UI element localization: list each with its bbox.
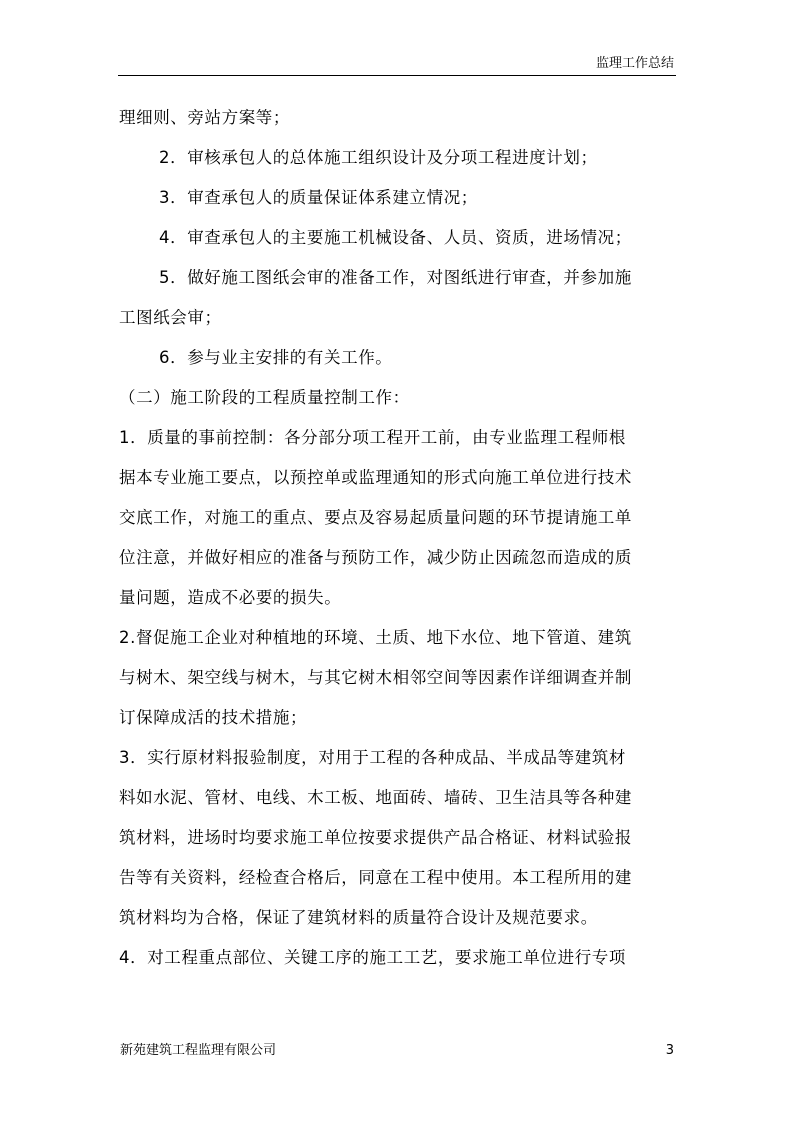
text-line: 料如水泥、管材、电线、木工板、地面砖、墙砖、卫生洁具等各种建 [119, 788, 632, 807]
text-line: 订保障成活的技术措施； [119, 708, 308, 727]
text-line: 告等有关资料，经检查合格后，同意在工程中使用。本工程所用的建 [119, 868, 632, 887]
section-heading: （二）施工阶段的工程质量控制工作： [119, 388, 410, 407]
text-line: 量问题，造成不必要的损失。 [119, 588, 342, 607]
text-line: 1．质量的事前控制：各分部分项工程开工前，由专业监理工程师根 [119, 428, 626, 447]
list-item-5: 5．做好施工图纸会审的准备工作，对图纸进行审查，并参加施 [159, 268, 632, 287]
list-item-6: 6．参与业主安排的有关工作。 [159, 348, 393, 367]
list-item-4: 4．审查承包人的主要施工机械设备、人员、资质，进场情况； [159, 228, 632, 247]
list-item-2: 2．审核承包人的总体施工组织设计及分项工程进度计划； [159, 148, 598, 167]
text-line: 工图纸会审； [119, 308, 222, 327]
document-body [119, 98, 679, 978]
text-line: 筑材料均为合格，保证了建筑材料的质量符合设计及规范要求。 [119, 908, 598, 927]
text-line: 与树木、架空线与树木，与其它树木相邻空间等因素作详细调查并制 [119, 668, 632, 687]
text-line: 理细则、旁站方案等； [119, 108, 290, 127]
text-line: 3．实行原材料报验制度，对用于工程的各种成品、半成品等建筑材 [119, 748, 626, 767]
list-item-3: 3．审查承包人的质量保证体系建立情况； [159, 188, 478, 207]
header-rule [118, 75, 676, 76]
footer-company: 新苑建筑工程监理有限公司 [120, 1043, 277, 1058]
page-number: 3 [665, 1043, 674, 1058]
text-line: 2.督促施工企业对种植地的环境、土质、地下水位、地下管道、建筑 [119, 628, 632, 647]
text-line: 据本专业施工要点，以预控单或监理通知的形式向施工单位进行技术 [119, 468, 632, 487]
text-line: 位注意，并做好相应的准备与预防工作，减少防止因疏忽而造成的质 [119, 548, 632, 567]
text-line: 交底工作，对施工的重点、要点及容易起质量问题的环节提请施工单 [119, 508, 632, 527]
page-header-title: 监理工作总结 [595, 56, 674, 71]
text-line: 4．对工程重点部位、关键工序的施工工艺，要求施工单位进行专项 [119, 948, 626, 967]
text-line: 筑材料，进场时均要求施工单位按要求提供产品合格证、材料试验报 [119, 828, 632, 847]
